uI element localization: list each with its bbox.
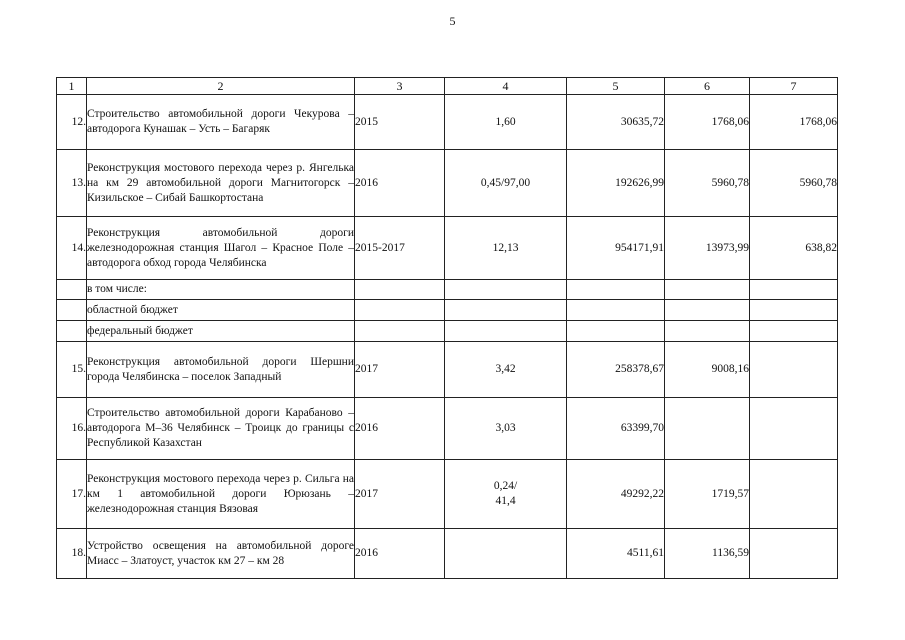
- row-value-7: [750, 321, 838, 342]
- row-cost: 30635,72: [567, 95, 665, 150]
- row-cost: 954171,91: [567, 217, 665, 280]
- row-length: 3,03: [445, 398, 567, 460]
- row-description: федеральный бюджет: [87, 321, 355, 342]
- row-value-6: [665, 321, 750, 342]
- header-cell: 6: [665, 78, 750, 95]
- row-description: Реконструкция автомобильной дороги железнодорожная станция Шагол – Красное Поле – автодорога обход города Челябинска: [87, 217, 355, 280]
- table-row: [57, 321, 838, 342]
- row-length: 12,13: [445, 217, 567, 280]
- row-length-line: 0,24/: [493, 480, 518, 492]
- row-description: Строительство автомобильной дороги Чекурова – автодорога Кунашак – Усть – Багаряк: [87, 95, 355, 150]
- row-cost: [567, 300, 665, 321]
- row-year: 2017: [355, 460, 445, 529]
- row-value-7: [750, 342, 838, 398]
- row-year: 2017: [355, 342, 445, 398]
- row-value-6: 5960,78: [665, 150, 750, 217]
- data-table: [56, 77, 838, 579]
- row-description: областной бюджет: [87, 300, 355, 321]
- row-value-6: [665, 280, 750, 300]
- row-description: Реконструкция мостового перехода через р. Сильга на км 1 автомобильной дороги Юрюзань – железнодорожная станция Вязовая: [87, 460, 355, 529]
- row-description: Устройство освещения на автомобильной дороге Миасс – Златоуст, участок км 27 – км 28: [87, 529, 355, 579]
- header-cell: 5: [567, 78, 665, 95]
- row-length: [445, 460, 567, 529]
- row-number: 15.: [57, 342, 87, 398]
- table-row: [57, 150, 838, 217]
- row-length: [445, 300, 567, 321]
- row-value-7: [750, 460, 838, 529]
- row-value-6: [665, 398, 750, 460]
- row-value-6: [665, 300, 750, 321]
- row-year: [355, 321, 445, 342]
- row-value-7: [750, 280, 838, 300]
- table-row: [57, 529, 838, 579]
- row-number: [57, 321, 87, 342]
- row-value-6: 1136,59: [665, 529, 750, 579]
- row-year: 2015: [355, 95, 445, 150]
- row-number: 13.: [57, 150, 87, 217]
- row-length: [445, 529, 567, 579]
- row-number: [57, 280, 87, 300]
- header-row: [57, 78, 838, 95]
- header-cell: 1: [57, 78, 87, 95]
- row-cost: 63399,70: [567, 398, 665, 460]
- row-length: 0,45/97,00: [445, 150, 567, 217]
- row-description: Реконструкция мостового перехода через р. Янгелька на км 29 автомобильной дороги Магнитогорск – Кизильское – Сибай Башкортостана: [87, 150, 355, 217]
- row-description: Реконструкция автомобильной дороги Шершни города Челябинска – поселок Западный: [87, 342, 355, 398]
- row-cost: 192626,99: [567, 150, 665, 217]
- row-description: в том числе:: [87, 280, 355, 300]
- header-cell: 7: [750, 78, 838, 95]
- row-cost: 4511,61: [567, 529, 665, 579]
- table-row: [57, 342, 838, 398]
- table-row: [57, 300, 838, 321]
- row-length: [445, 280, 567, 300]
- row-value-6: 1719,57: [665, 460, 750, 529]
- row-year: 2016: [355, 529, 445, 579]
- row-cost: [567, 321, 665, 342]
- row-value-7: 5960,78: [750, 150, 838, 217]
- row-year: 2015-2017: [355, 217, 445, 280]
- row-value-6: 1768,06: [665, 95, 750, 150]
- row-number: 12.: [57, 95, 87, 150]
- row-length: [445, 321, 567, 342]
- table-row: [57, 95, 838, 150]
- row-number: [57, 300, 87, 321]
- row-value-7: [750, 398, 838, 460]
- row-year: [355, 280, 445, 300]
- row-value-6: 9008,16: [665, 342, 750, 398]
- row-number: 16.: [57, 398, 87, 460]
- row-value-6: 13973,99: [665, 217, 750, 280]
- row-number: 17.: [57, 460, 87, 529]
- row-value-7: [750, 300, 838, 321]
- table-row: [57, 217, 838, 280]
- row-length: 3,42: [445, 342, 567, 398]
- row-year: [355, 300, 445, 321]
- row-number: 18.: [57, 529, 87, 579]
- row-value-7: 1768,06: [750, 95, 838, 150]
- table-row: [57, 398, 838, 460]
- row-cost: 258378,67: [567, 342, 665, 398]
- row-cost: 49292,22: [567, 460, 665, 529]
- row-year: 2016: [355, 150, 445, 217]
- header-cell: 3: [355, 78, 445, 95]
- table-row: [57, 460, 838, 529]
- row-value-7: [750, 529, 838, 579]
- table-row: [57, 280, 838, 300]
- row-description: Строительство автомобильной дороги Карабаново – автодорога М–36 Челябинск – Троицк до границы с Республикой Казахстан: [87, 398, 355, 460]
- header-cell: 4: [445, 78, 567, 95]
- row-length: 1,60: [445, 95, 567, 150]
- row-year: 2016: [355, 398, 445, 460]
- row-value-7: 638,82: [750, 217, 838, 280]
- row-number: 14.: [57, 217, 87, 280]
- row-cost: [567, 280, 665, 300]
- row-length-line: 41,4: [495, 495, 516, 507]
- page-number: 5: [449, 14, 456, 28]
- header-cell: 2: [87, 78, 355, 95]
